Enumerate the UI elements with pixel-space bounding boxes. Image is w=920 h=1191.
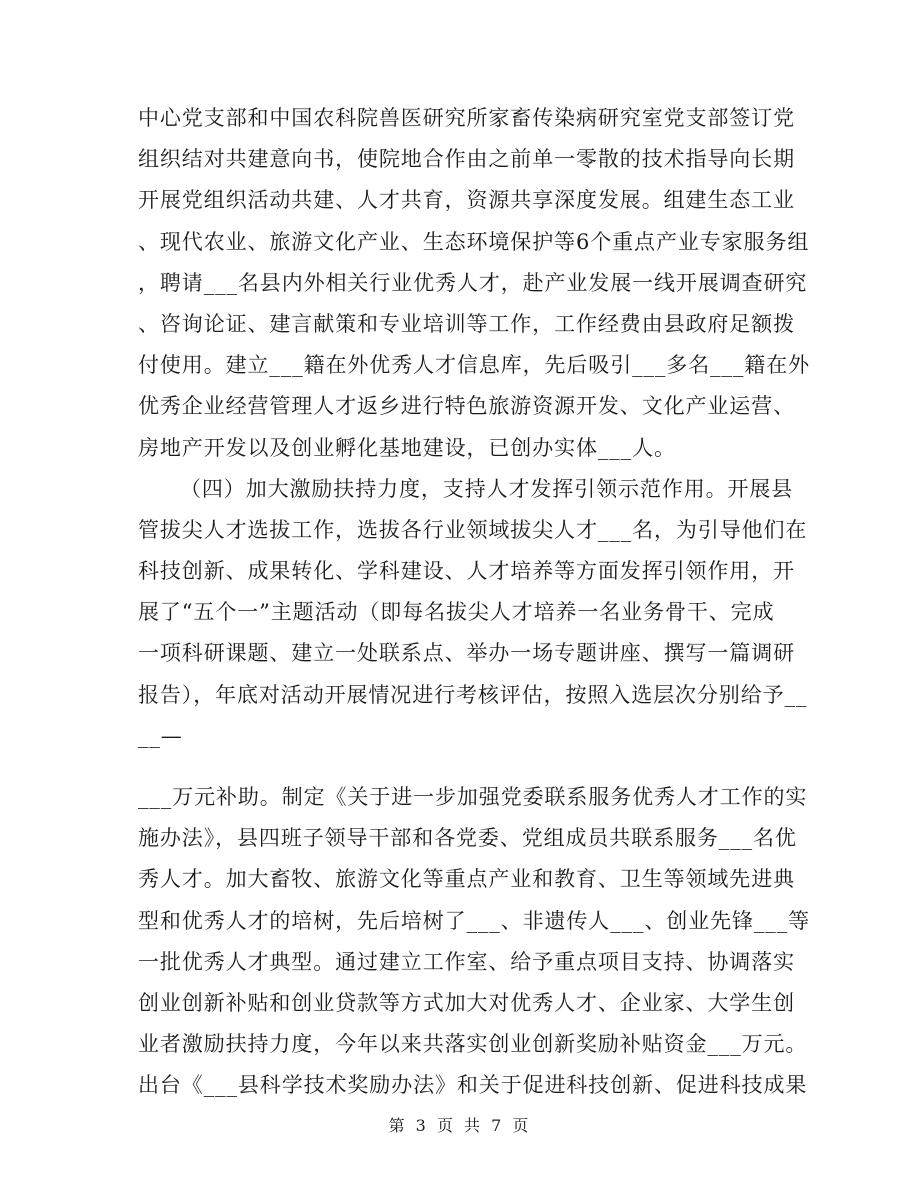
text-line: 展了“五个一”主题活动（即每名拔尖人才培养一名业务骨干、完成	[138, 600, 775, 625]
text-line: 一项科研课题、建立一处联系点、举办一场专题讲座、撰写一篇调研	[138, 641, 795, 666]
text-line: 一批优秀人才典型。通过建立工作室、给予重点项目支持、协调落实	[138, 949, 795, 974]
text-line: 中心党支部和中国农科院兽医研究所家畜传染病研究室党支部签订党	[138, 106, 795, 130]
text-line: 管拔尖人才选拔工作，选拔各行业领域拔尖人才___名，为引导他们在	[138, 517, 808, 542]
text-line: 组织结对共建意向书，使院地合作由之前单一零散的技术指导向长期	[138, 147, 795, 172]
text-line: 房地产开发以及创业孵化基地建设，已创办实体___人。	[138, 435, 676, 460]
text-line: 优秀企业经营管理人才返乡进行特色旅游资源开发、文化产业运营、	[138, 394, 795, 419]
body-text	[138, 98, 810, 1107]
text-line: ，聘请___名县内外相关行业优秀人才，赴产业发展一线开展调查研究	[138, 270, 808, 295]
section-heading-line: （四）加大激励扶持力度，支持人才发挥引领示范作用。开展县	[180, 476, 794, 501]
text-line: ___万元补助。制定《关于进一步加强党委联系服务优秀人才工作的实	[138, 785, 808, 809]
text-line: 、现代农业、旅游文化产业、生态环境保护等6个重点产业专家服务组	[138, 229, 810, 254]
text-line: 科技创新、成果转化、学科建设、人才培养等方面发挥引领作用，开	[138, 559, 795, 584]
line-gap	[138, 757, 788, 777]
text-line: 开展党组织活动共建、人才共育，资源共享深度发展。组建生态工业	[138, 188, 795, 213]
text-line: 付使用。建立___籍在外优秀人才信息库，先后吸引___多名___籍在外	[138, 353, 810, 378]
text-line: 型和优秀人才的培树，先后培树了___、非遗传人___、创业先锋___等	[138, 908, 810, 933]
text-line: 出台《___县科学技术奖励办法》和关于促进科技创新、促进科技成果	[138, 1073, 808, 1098]
page-number-footer: 第 3 页 共 7 页	[388, 1116, 532, 1135]
text-line: 业者激励扶持力度，今年以来共落实创业创新奖励补贴资金___万元。	[138, 1032, 808, 1057]
text-line: 秀人才。加大畜牧、旅游文化等重点产业和教育、卫生等领域先进典	[138, 867, 795, 892]
text-line: 、咨询论证、建言献策和专业培训等工作，工作经费由县政府足额拨	[138, 311, 795, 336]
text-line: __—	[138, 723, 183, 748]
text-line: 报告），年底对活动开展情况进行考核评估，按照入选层次分别给予__	[138, 682, 808, 707]
text-line: 创业创新补贴和创业贷款等方式加大对优秀人才、企业家、大学生创	[138, 990, 795, 1015]
text-line: 施办法》，县四班子领导干部和各党委、党组成员共联系服务___名优	[138, 826, 797, 851]
